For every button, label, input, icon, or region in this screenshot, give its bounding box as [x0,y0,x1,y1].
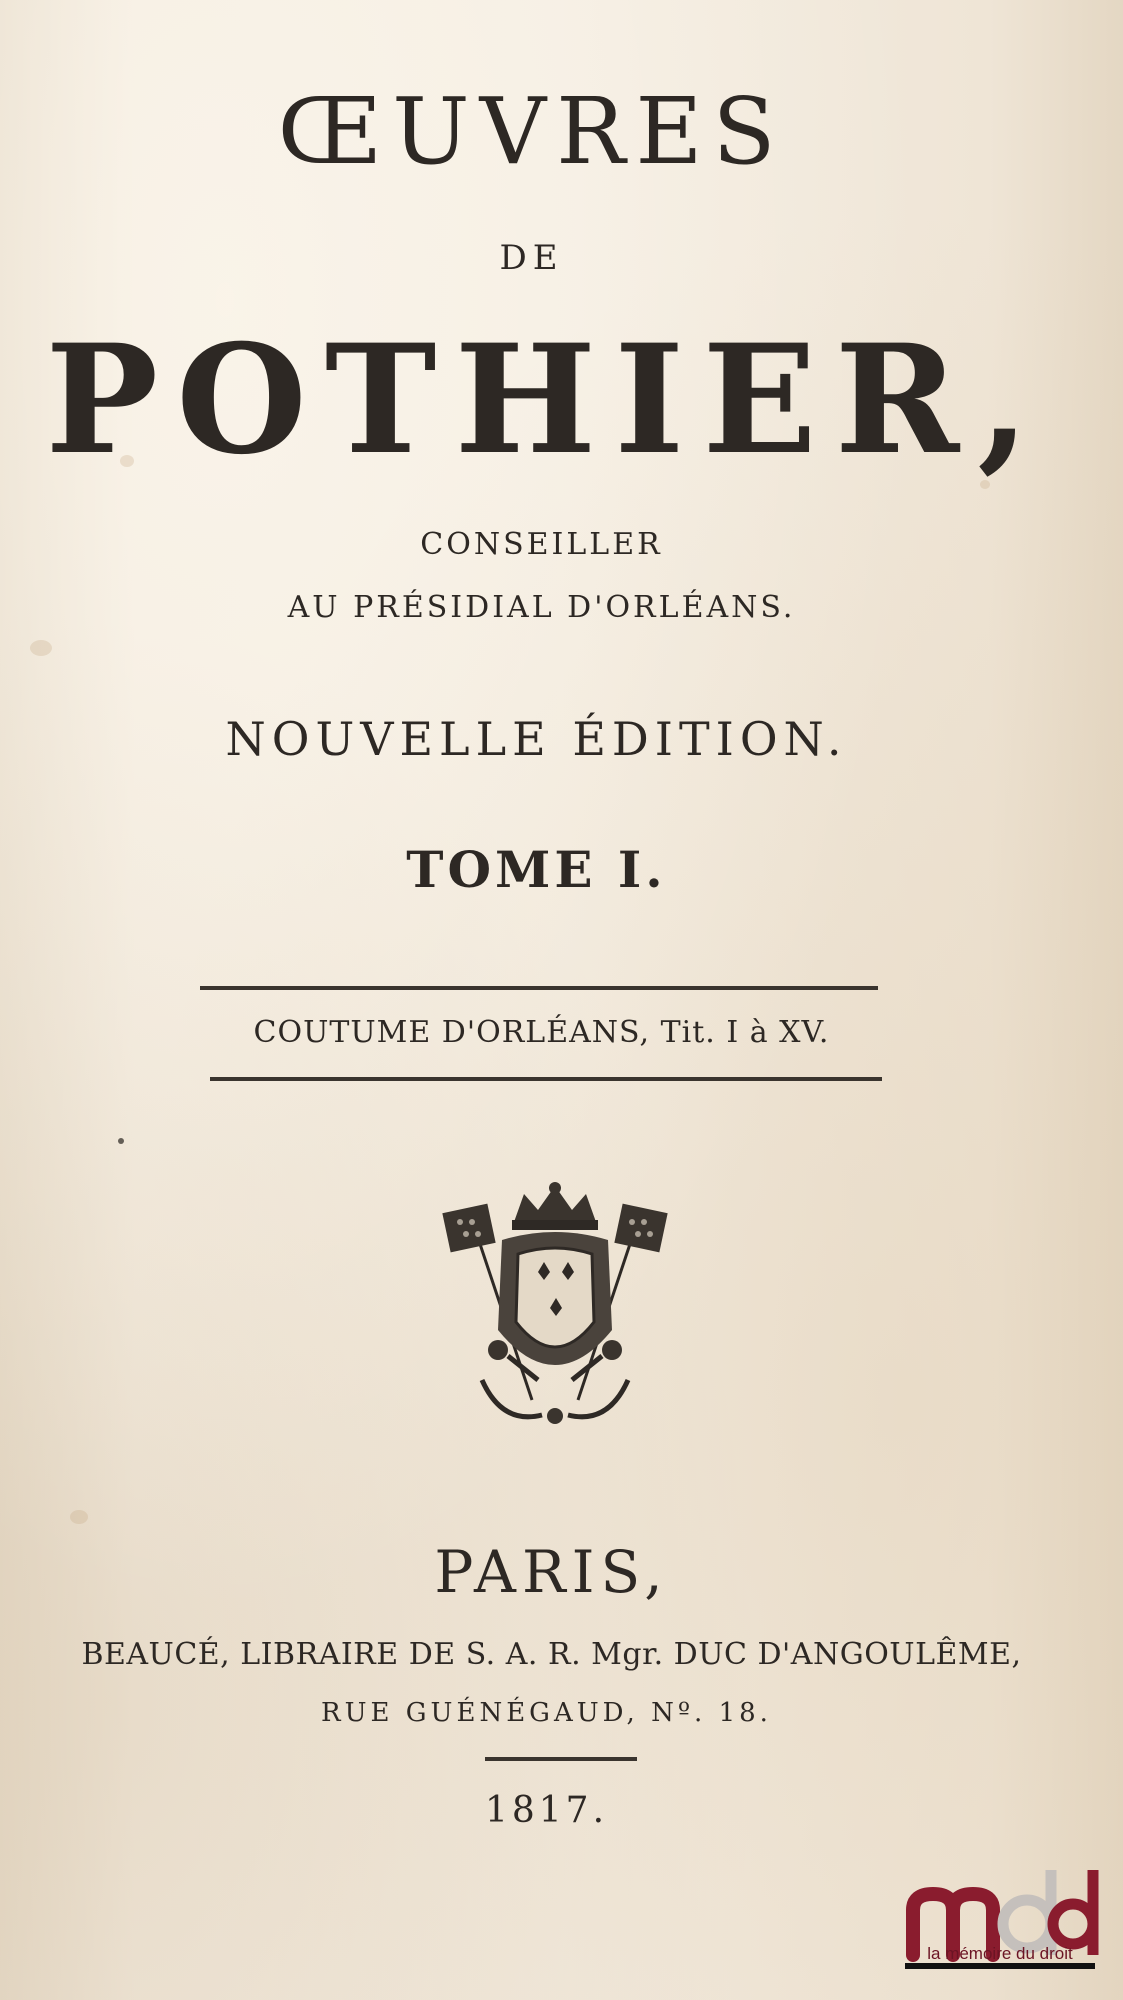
author-role-line-1: CONSEILLER [420,527,663,562]
main-title: ŒUVRES [277,78,786,185]
author-name: POTHIER, [45,312,1048,488]
imprint-city: PARIS, [434,1538,669,1606]
royal-coat-of-arms-icon [442,1180,668,1436]
author-role-line-2: AU PRÉSIDIAL D'ORLÉANS. [287,590,796,625]
ink-speck [118,1138,124,1144]
top-rule [200,986,878,990]
bottom-rule [210,1077,882,1081]
paper-foxing-spot [70,1510,88,1524]
publisher-address: RUE GUÉNÉGAUD, Nº. 18. [321,1698,772,1728]
publisher-line: BEAUCÉ, LIBRAIRE DE S. A. R. Mgr. DUC D'ANGOULÊME, [81,1637,1022,1672]
volume-number: TOME I. [406,840,667,899]
volume-contents: COUTUME D'ORLÉANS, Tit. I à XV. [253,1015,830,1050]
paper-foxing-spot [30,640,52,656]
watermark-tagline: la mémoire du droit [927,1944,1073,1963]
edition-statement: NOUVELLE ÉDITION. [225,712,848,766]
imprint-rule [485,1757,637,1761]
publication-year: 1817. [484,1790,609,1831]
title-preposition: DE [499,238,564,278]
